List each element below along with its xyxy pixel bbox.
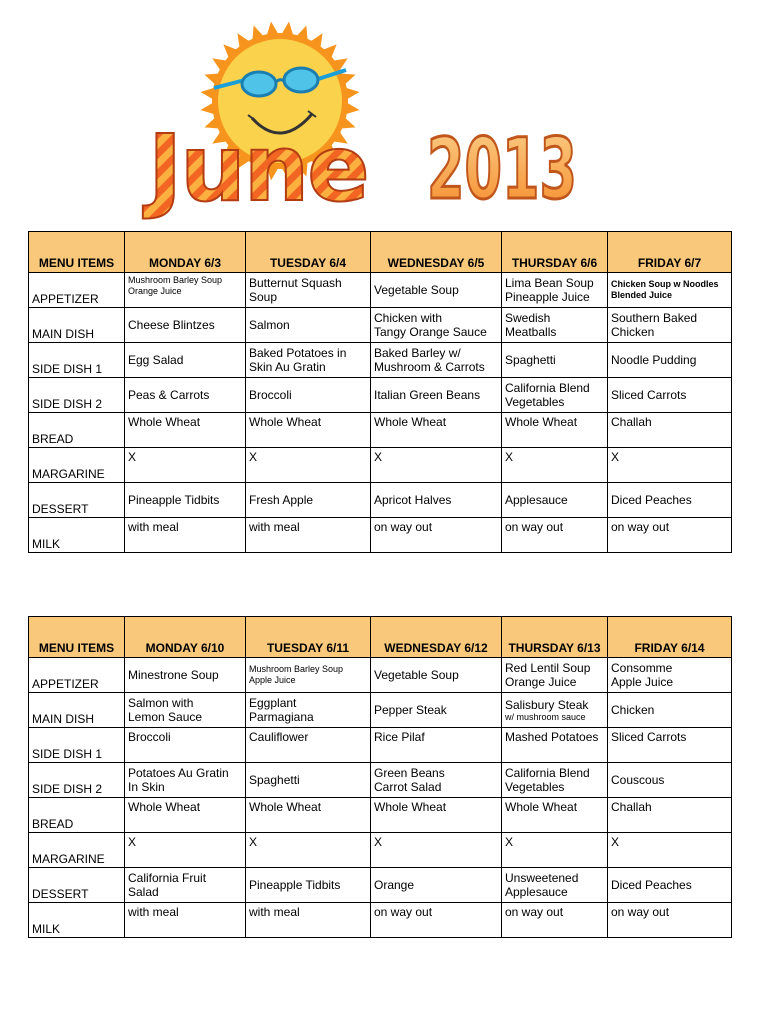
row-label: DESSERT — [29, 868, 125, 903]
table-row — [29, 483, 732, 518]
menu-item-note: w/ mushroom sauce — [505, 711, 586, 722]
menu-cell: on way out — [502, 518, 608, 553]
table-row — [29, 693, 732, 728]
menu-cell: Applesauce — [502, 483, 608, 518]
page-header — [0, 0, 768, 225]
menu-cell: on way out — [608, 518, 732, 553]
row-label: SIDE DISH 2 — [29, 378, 125, 413]
menu-cell: Italian Green Beans — [371, 378, 502, 413]
svg-text:June: June — [148, 115, 368, 222]
menu-cell: Pineapple Tidbits — [246, 868, 371, 903]
menu-cell: Whole Wheat — [371, 413, 502, 448]
menu-cell: Swedish Meatballs — [502, 308, 608, 343]
menu-cell: X — [371, 448, 502, 483]
menu-cell: X — [502, 833, 608, 868]
row-label: BREAD — [29, 798, 125, 833]
menu-cell: Diced Peaches — [608, 483, 732, 518]
menu-cell: California Blend Vegetables — [502, 763, 608, 798]
menu-cell: Green Beans Carrot Salad — [371, 763, 502, 798]
column-header: MENU ITEMS — [29, 617, 125, 658]
menu-cell: X — [246, 448, 371, 483]
table-row — [29, 343, 732, 378]
menu-cell: Salmon with Lemon Sauce — [125, 693, 246, 728]
menu-cell: with meal — [246, 518, 371, 553]
row-label: SIDE DISH 1 — [29, 728, 125, 763]
menu-cell: with meal — [125, 518, 246, 553]
header-row — [29, 617, 732, 658]
menu-table-week-2 — [28, 616, 732, 938]
menu-cell — [502, 693, 608, 728]
table-row — [29, 798, 732, 833]
menu-cell: Vegetable Soup — [371, 273, 502, 308]
menu-cell: Chicken — [608, 693, 732, 728]
menu-cell: Vegetable Soup — [371, 658, 502, 693]
column-header: THURSDAY 6/6 — [502, 232, 608, 273]
menu-cell: Chicken Soup w Noodles Blended Juice — [608, 273, 732, 308]
month-title — [142, 115, 368, 222]
row-label: DESSERT — [29, 483, 125, 518]
column-header: WEDNESDAY 6/5 — [371, 232, 502, 273]
row-label: BREAD — [29, 413, 125, 448]
menu-cell: Pepper Steak — [371, 693, 502, 728]
table-row — [29, 378, 732, 413]
menu-cell: Lima Bean Soup Pineapple Juice — [502, 273, 608, 308]
menu-cell: with meal — [246, 903, 371, 938]
row-label: MILK — [29, 518, 125, 553]
table-row — [29, 273, 732, 308]
header-row — [29, 232, 732, 273]
row-label: APPETIZER — [29, 658, 125, 693]
menu-cell: Butternut Squash Soup — [246, 273, 371, 308]
menu-cell: Cheese Blintzes — [125, 308, 246, 343]
menu-item: Salisbury Steak — [505, 697, 589, 712]
table-row — [29, 903, 732, 938]
column-header: WEDNESDAY 6/12 — [371, 617, 502, 658]
menu-cell: Chicken with Tangy Orange Sauce — [371, 308, 502, 343]
table-row — [29, 728, 732, 763]
menu-cell: Minestrone Soup — [125, 658, 246, 693]
menu-cell: Peas & Carrots — [125, 378, 246, 413]
menu-cell: X — [125, 448, 246, 483]
menu-cell: X — [608, 448, 732, 483]
menu-cell: on way out — [371, 903, 502, 938]
menu-cell: Red Lentil Soup Orange Juice — [502, 658, 608, 693]
menu-cell: California Fruit Salad — [125, 868, 246, 903]
menu-cell: Spaghetti — [502, 343, 608, 378]
column-header: TUESDAY 6/11 — [246, 617, 371, 658]
row-label: SIDE DISH 2 — [29, 763, 125, 798]
table-row — [29, 658, 732, 693]
table-row — [29, 763, 732, 798]
menu-cell: Whole Wheat — [246, 798, 371, 833]
table-row — [29, 308, 732, 343]
row-label: APPETIZER — [29, 273, 125, 308]
menu-cell: Diced Peaches — [608, 868, 732, 903]
menu-cell: Egg Salad — [125, 343, 246, 378]
menu-cell: Baked Barley w/ Mushroom & Carrots — [371, 343, 502, 378]
row-label: MILK — [29, 903, 125, 938]
menu-cell: Potatoes Au Gratin In Skin — [125, 763, 246, 798]
menu-cell: California Blend Vegetables — [502, 378, 608, 413]
menu-cell: Pineapple Tidbits — [125, 483, 246, 518]
menu-cell: Whole Wheat — [502, 798, 608, 833]
menu-cell: Challah — [608, 798, 732, 833]
row-label: MARGARINE — [29, 833, 125, 868]
menu-cell: X — [246, 833, 371, 868]
table-row — [29, 518, 732, 553]
menu-cell: Orange — [371, 868, 502, 903]
menu-cell: Spaghetti — [246, 763, 371, 798]
menu-cell: Noodle Pudding — [608, 343, 732, 378]
menu-cell: Apricot Halves — [371, 483, 502, 518]
menu-cell: X — [502, 448, 608, 483]
menu-cell: Broccoli — [125, 728, 246, 763]
menu-cell: on way out — [502, 903, 608, 938]
menu-cell: Whole Wheat — [125, 798, 246, 833]
column-header: TUESDAY 6/4 — [246, 232, 371, 273]
row-label: SIDE DISH 1 — [29, 343, 125, 378]
svg-text:2013: 2013 — [427, 120, 577, 218]
menu-cell: Whole Wheat — [246, 413, 371, 448]
column-header: MENU ITEMS — [29, 232, 125, 273]
menu-cell: Baked Potatoes in Skin Au Gratin — [246, 343, 371, 378]
row-label: MARGARINE — [29, 448, 125, 483]
column-header: MONDAY 6/10 — [125, 617, 246, 658]
menu-cell: Whole Wheat — [502, 413, 608, 448]
row-label: MAIN DISH — [29, 308, 125, 343]
header-graphics — [0, 0, 768, 225]
menu-cell: Salmon — [246, 308, 371, 343]
menu-table-week-1 — [28, 231, 732, 553]
table-row — [29, 413, 732, 448]
menu-cell: Southern Baked Chicken — [608, 308, 732, 343]
column-header: THURSDAY 6/13 — [502, 617, 608, 658]
year-title — [427, 120, 577, 218]
menu-cell: X — [125, 833, 246, 868]
menu-cell: on way out — [608, 903, 732, 938]
menu-cell: Unsweetened Applesauce — [502, 868, 608, 903]
menu-cell: Fresh Apple — [246, 483, 371, 518]
menu-cell: Whole Wheat — [371, 798, 502, 833]
menu-cell: Eggplant Parmagiana — [246, 693, 371, 728]
menu-cell: with meal — [125, 903, 246, 938]
menu-cell: Sliced Carrots — [608, 378, 732, 413]
menu-cell: Broccoli — [246, 378, 371, 413]
menu-cell: Challah — [608, 413, 732, 448]
column-header: MONDAY 6/3 — [125, 232, 246, 273]
menu-cell: Whole Wheat — [125, 413, 246, 448]
menu-cell: Consomme Apple Juice — [608, 658, 732, 693]
table-row — [29, 833, 732, 868]
menu-cell: on way out — [371, 518, 502, 553]
column-header: FRIDAY 6/7 — [608, 232, 732, 273]
menu-cell: Sliced Carrots — [608, 728, 732, 763]
column-header: FRIDAY 6/14 — [608, 617, 732, 658]
row-label: MAIN DISH — [29, 693, 125, 728]
menu-cell: Cauliflower — [246, 728, 371, 763]
menu-cell: X — [371, 833, 502, 868]
table-row — [29, 448, 732, 483]
menu-cell: Mushroom Barley Soup Apple Juice — [246, 658, 371, 693]
menu-cell: Mushroom Barley Soup Orange Juice — [125, 273, 246, 308]
table-row — [29, 868, 732, 903]
menu-cell: X — [608, 833, 732, 868]
menu-cell: Mashed Potatoes — [502, 728, 608, 763]
menu-cell: Rice Pilaf — [371, 728, 502, 763]
menu-cell: Couscous — [608, 763, 732, 798]
